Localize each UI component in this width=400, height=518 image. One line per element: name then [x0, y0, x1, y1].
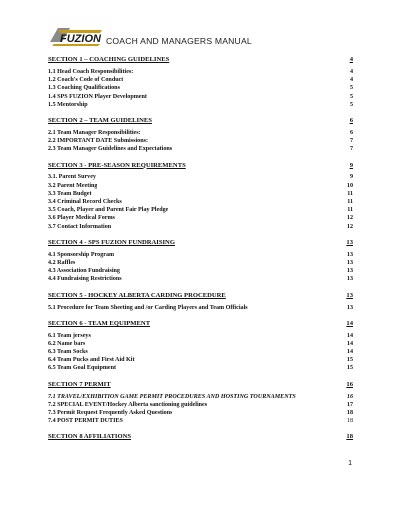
entry-page-number: 16 — [346, 393, 353, 400]
toc-entry[interactable] — [48, 137, 353, 145]
toc-entry[interactable] — [48, 190, 353, 198]
entry-page-number: 11 — [347, 207, 353, 214]
entry-label: 5.1 Procedure for Team Sheeting and /or Carding Players and Team Officials — [48, 304, 248, 311]
entry-label: 6.3 Team Socks — [48, 349, 88, 356]
toc-entry[interactable] — [48, 182, 353, 190]
toc-entry[interactable] — [48, 267, 353, 275]
entry-label: 3.6 Player Medical Forms — [48, 215, 115, 222]
toc-section-heading[interactable] — [48, 238, 353, 247]
toc-entry[interactable] — [48, 251, 353, 259]
toc-entry[interactable] — [48, 223, 353, 231]
toc-entry[interactable] — [48, 129, 353, 137]
section-title: SECTION 5 - HOCKEY ALBERTA CARDING PROCEDURE — [48, 291, 226, 299]
page-header — [48, 20, 368, 50]
toc-entry[interactable] — [48, 198, 353, 206]
manual-title: COACH AND MANAGERS MANUAL — [106, 36, 252, 46]
section-title: SECTION 6 - TEAM EQUIPMENT — [48, 319, 151, 327]
entry-label: 6.4 Team Pucks and First Aid Kit — [48, 357, 135, 364]
toc-entry[interactable] — [48, 259, 353, 267]
toc-section-heading[interactable] — [48, 432, 353, 441]
entry-label: 2.3 Team Manager Guidelines and Expectations — [48, 146, 173, 153]
entry-page-number: 13 — [346, 304, 353, 311]
entry-page-number: 13 — [346, 276, 353, 283]
entry-page-number: 5 — [349, 85, 353, 92]
entry-label: 1.3 Coaching Qualifications — [48, 85, 120, 92]
toc-entry[interactable] — [48, 68, 353, 76]
entry-label: 3.4 Criminal Record Checks — [48, 199, 122, 206]
entry-page-number: 11 — [347, 190, 353, 197]
section-page-number: 9 — [349, 161, 353, 169]
toc-entry[interactable] — [48, 214, 353, 222]
section-page-number: 4 — [349, 56, 353, 63]
toc-section-heading[interactable] — [48, 319, 353, 328]
section-page-number: 13 — [346, 238, 353, 246]
toc-entry[interactable] — [48, 409, 353, 417]
entry-label: 6.1 Team jerseys — [48, 332, 91, 339]
entry-label: 4.1 Sponsorship Program — [48, 251, 115, 258]
section-title: SECTION 3 - PRE-SEASON REQUIREMENTS — [48, 161, 186, 169]
entry-page-number: 5 — [349, 93, 353, 100]
entry-label: 7.2 SPECIAL EVENT/Hockey Alberta sanctioning guidelines — [48, 401, 208, 408]
entry-label: 7.1 TRAVEL/EXHIBITION GAME PERMIT PROCEDURES AND HOSTING TOURNAMENTS — [48, 393, 296, 400]
entry-page-number: 6 — [349, 129, 353, 136]
entry-label: 1.1 Head Coach Responsibilities: — [48, 68, 134, 75]
entry-page-number: 4 — [349, 77, 353, 84]
section-page-number: 13 — [346, 291, 353, 299]
fuzion-logo — [48, 24, 104, 48]
toc-entry[interactable] — [48, 84, 353, 92]
entry-page-number: 17 — [346, 401, 353, 408]
section-title: SECTION 1 – COACHING GUIDELINES — [48, 56, 170, 63]
toc-section — [48, 161, 353, 231]
section-page-number: 16 — [346, 380, 353, 388]
entry-label: 1.5 Mentorship — [48, 101, 88, 108]
entry-page-number: 14 — [346, 349, 353, 356]
toc-entry[interactable] — [48, 275, 353, 283]
entry-label: 6.2 Name bars — [48, 340, 86, 347]
section-page-number: 6 — [349, 116, 353, 124]
section-title: SECTION 2 – TEAM GUIDELINES — [48, 116, 152, 124]
entry-page-number: 15 — [346, 365, 353, 372]
toc-section — [48, 55, 353, 109]
section-page-number: 14 — [346, 319, 353, 327]
entry-label: 3.1. Parent Survey — [48, 174, 96, 181]
entry-label: 6.5 Team Goal Equipment — [48, 365, 117, 372]
entry-label: 7.3 Permit Request Frequently Asked Questions — [48, 410, 173, 417]
entry-label: 3.2 Parent Meeting — [48, 182, 98, 189]
entry-page-number: 18 — [346, 410, 353, 417]
toc-section — [48, 238, 353, 284]
entry-label: 2.2 IMPORTANT DATE Submissions: — [48, 138, 149, 145]
toc-section-heading[interactable] — [48, 55, 353, 64]
toc-entry[interactable] — [48, 145, 353, 153]
entry-label: 3.7 Contact Information — [48, 223, 112, 230]
entry-page-number: 5 — [349, 101, 353, 108]
entry-label: 3.3 Team Budget — [48, 190, 92, 197]
entry-label: 7.4 POST PERMIT DUTIES — [48, 418, 123, 425]
toc-entry[interactable] — [48, 417, 353, 425]
entry-page-number: 4 — [349, 68, 353, 75]
toc-entry[interactable] — [48, 101, 353, 109]
logo-text: FUZION — [60, 33, 101, 45]
entry-label: 3.5 Coach, Player and Parent Fair Play Pledge — [48, 207, 169, 214]
toc-entry[interactable] — [48, 356, 353, 364]
entry-page-number: 14 — [346, 332, 353, 339]
entry-page-number: 13 — [346, 268, 353, 275]
entry-label: 1.2 Coach's Code of Conduct — [48, 77, 124, 84]
toc-section — [48, 432, 353, 441]
toc-entry[interactable] — [48, 365, 353, 373]
section-title: SECTION 7 PERMIT — [48, 380, 111, 388]
toc-entry[interactable] — [48, 206, 353, 214]
entry-page-number: 12 — [346, 223, 353, 230]
toc-entry[interactable] — [48, 393, 353, 401]
toc-entry[interactable] — [48, 401, 353, 409]
toc-section — [48, 116, 353, 154]
toc-section-heading[interactable] — [48, 116, 353, 125]
entry-page-number: 13 — [346, 251, 353, 258]
toc-section-heading[interactable] — [48, 161, 353, 170]
entry-page-number: 7 — [349, 138, 353, 145]
section-title: SECTION 4 - SPS FUZION FUNDRAISING — [48, 238, 175, 246]
table-of-contents — [48, 55, 353, 448]
entry-page-number: 7 — [349, 146, 353, 153]
section-title: SECTION 8 AFFILIATIONS — [48, 433, 132, 441]
entry-page-number: 14 — [346, 340, 353, 347]
toc-entry[interactable] — [48, 340, 353, 348]
entry-page-number: 9 — [349, 174, 353, 181]
toc-entry[interactable] — [48, 304, 353, 312]
page-number: 1 — [348, 460, 352, 467]
toc-section — [48, 291, 353, 312]
toc-entry[interactable] — [48, 93, 353, 101]
toc-section — [48, 319, 353, 373]
toc-section-heading[interactable] — [48, 380, 353, 389]
entry-label: 4.4 Fundraising Restrictions — [48, 276, 122, 283]
entry-page-number: 15 — [346, 357, 353, 364]
toc-entry[interactable] — [48, 348, 353, 356]
entry-label: 4.2 Raffles — [48, 259, 76, 266]
entry-label: 4.3 Association Fundraising — [48, 268, 120, 275]
toc-entry[interactable] — [48, 174, 353, 182]
toc-section — [48, 380, 353, 426]
toc-entry[interactable] — [48, 332, 353, 340]
entry-page-number: 12 — [346, 215, 353, 222]
entry-page-number: 11 — [347, 199, 353, 206]
entry-page-number: 18 — [346, 418, 353, 425]
entry-label: 1.4 SPS FUZION Player Development — [48, 93, 147, 100]
entry-page-number: 10 — [346, 182, 353, 189]
toc-section-heading[interactable] — [48, 291, 353, 300]
toc-entry[interactable] — [48, 76, 353, 84]
entry-page-number: 13 — [346, 259, 353, 266]
section-page-number: 18 — [346, 433, 353, 441]
entry-label: 2.1 Team Manager Responsibilities: — [48, 129, 141, 136]
